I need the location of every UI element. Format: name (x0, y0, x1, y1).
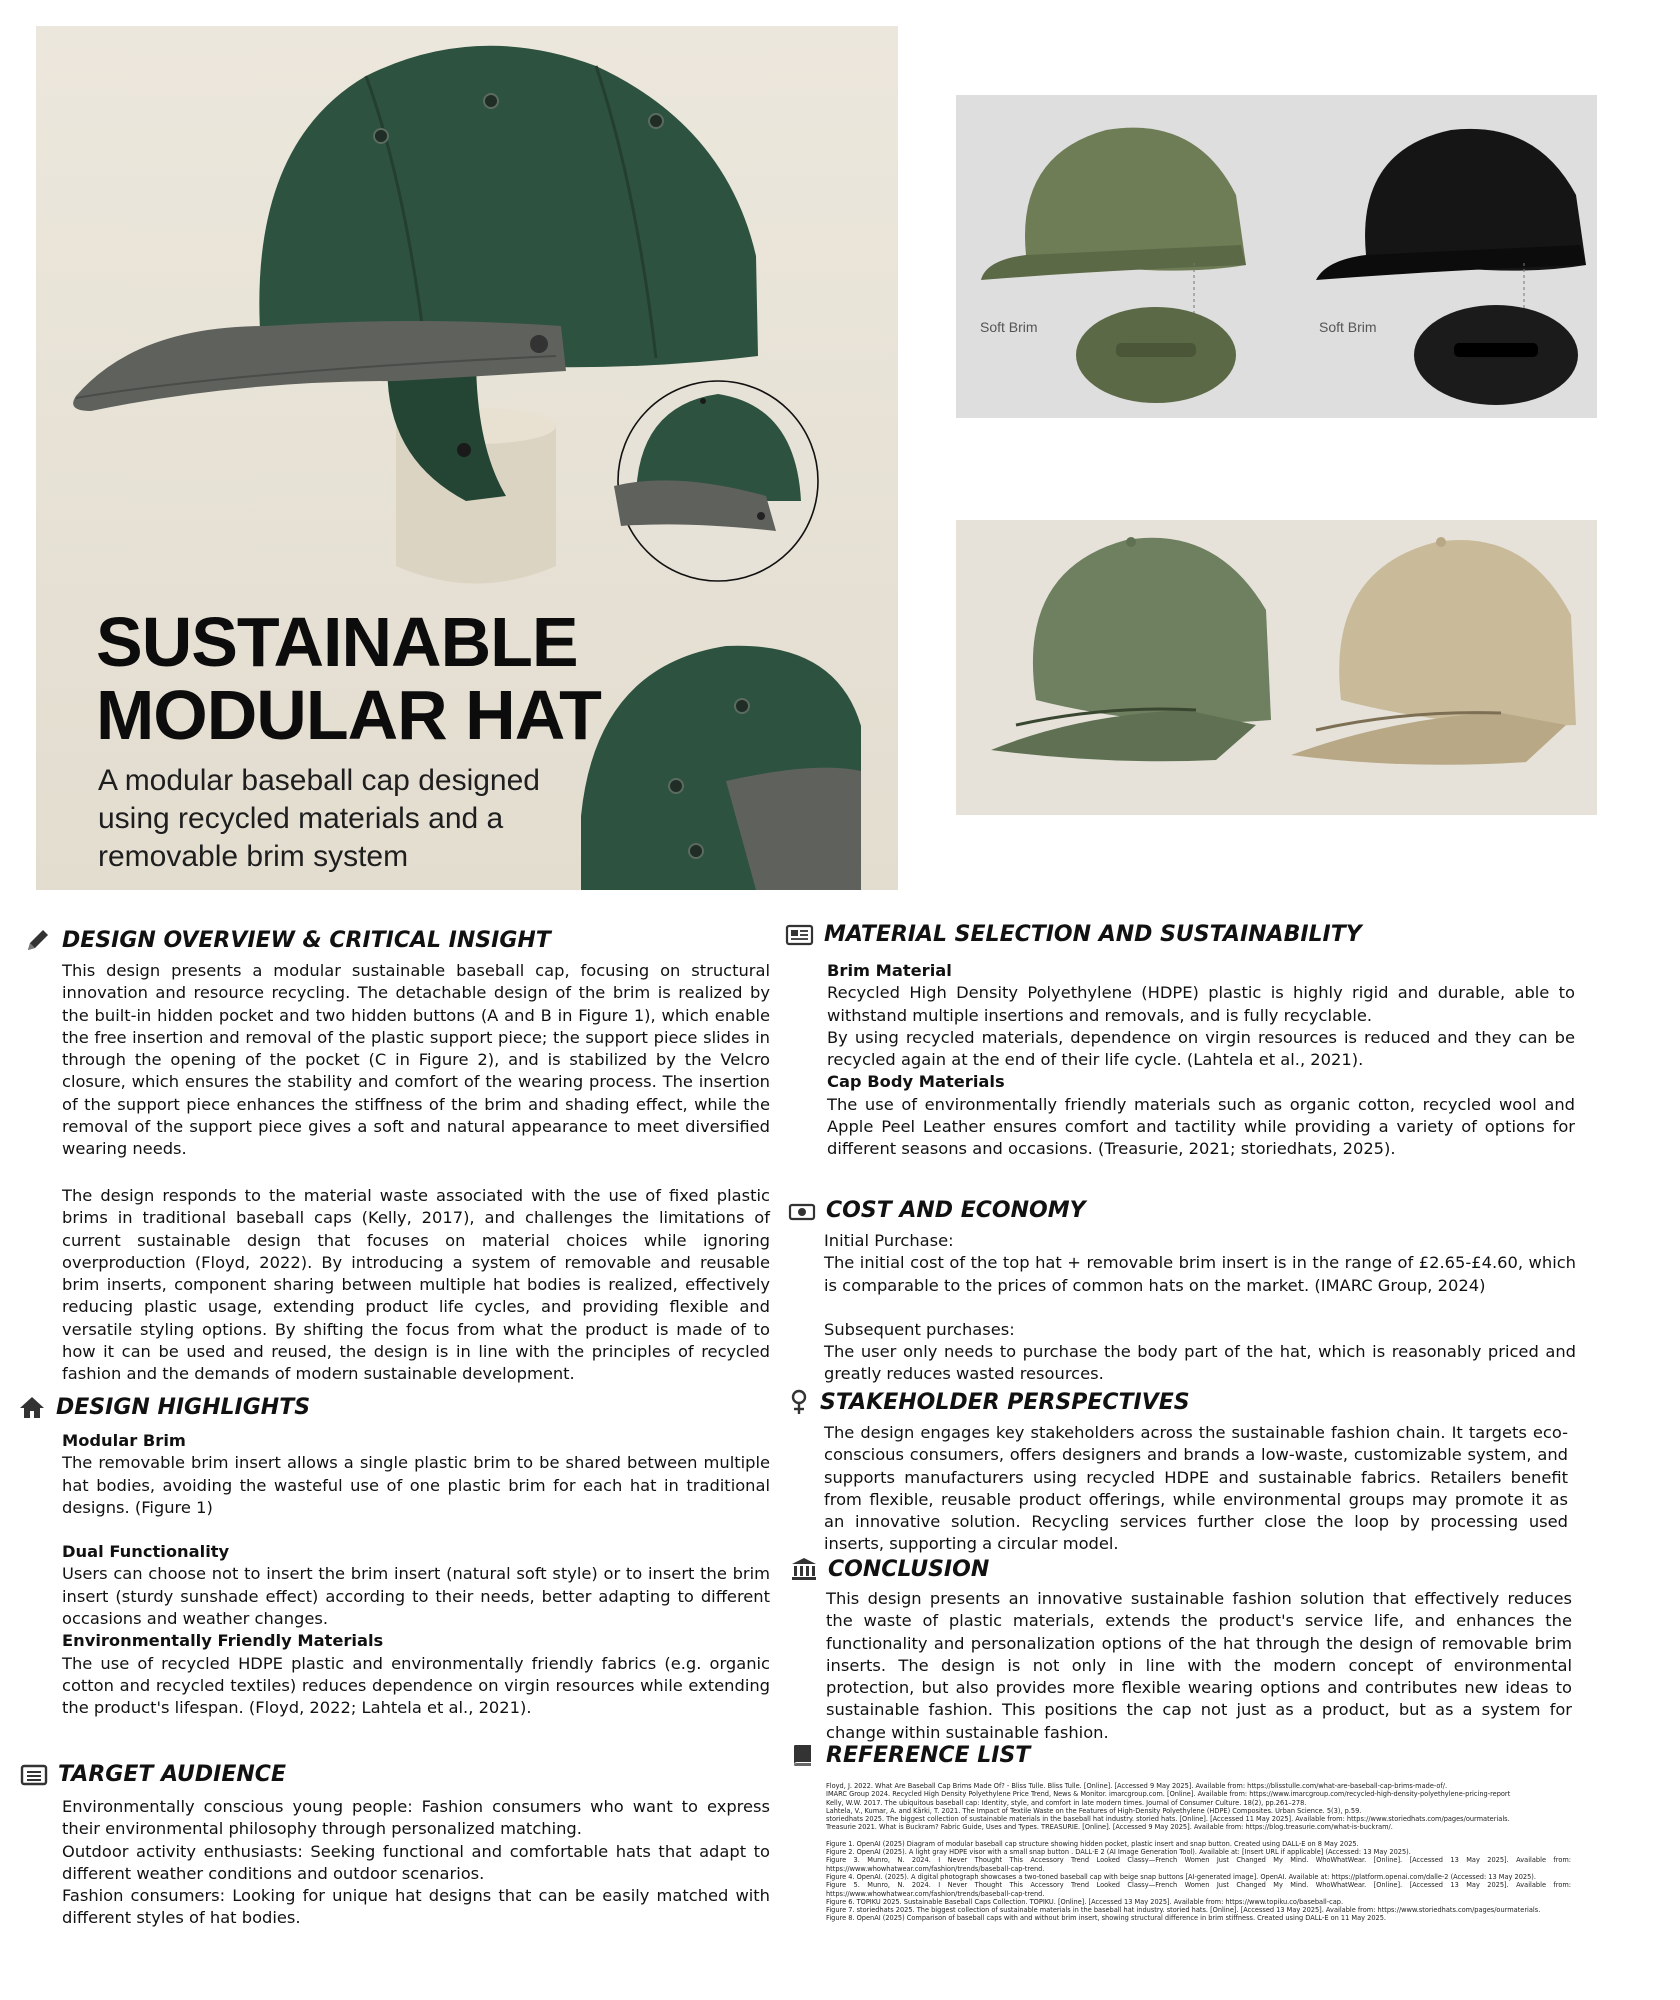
stakeholder-heading (788, 1388, 1588, 1416)
material-title: MATERIAL SELECTION AND SUSTAINABILITY (824, 922, 1362, 947)
stakeholder-section (788, 1388, 1588, 1416)
stakeholder-title: STAKEHOLDER PERSPECTIVES (820, 1389, 1190, 1415)
design-highlights-heading (18, 1394, 768, 1420)
reference-item: Figure 7. storiedhats 2025. The biggest collection of sustainable materials in the baseball hat industry. storied hats. [Online]. [Accessed 13 May 2025]. Available from: https://www.storiedhats.com/pages/ourmaterials. (826, 1906, 1541, 1915)
soft-brim-illustration (956, 95, 1597, 418)
references-section (790, 1742, 1590, 1768)
brim-insert-illustration (956, 520, 1597, 815)
reference-item: Figure 1. OpenAI (2025) Diagram of modular baseball cap structure showing hidden pocket, plastic insert and snap button. Created using DALL-E on 8 May 2025. (826, 1839, 1359, 1848)
subsequent-purchase-label: Subsequent purchases: (824, 1319, 1015, 1339)
target-audience-heading (20, 1762, 770, 1787)
conclusion-section (790, 1556, 1590, 1582)
brim-insert-photo (956, 520, 1597, 815)
target-audience-text: Environmentally conscious young people: Fashion consumers who want to express their environmental philosophy through personalized matching. Outdoor activity enthusiasts: Seeking functional and comfortable hats that adapt to different weather conditions and outdoor scenarios. Fashion consumers: Looking for unique hat designs that can be easily matched with different styles of hat bodies. (62, 1797, 770, 1928)
reference-item: Floyd, J. 2022. What Are Baseball Cap Brims Made Of? - Bliss Tulle. Bliss Tulle. [Online]. [Accessed 9 May 2025]. Available from: https://blisstulle.com/what-are-baseball-cap-brims-made-of/. (826, 1782, 1448, 1790)
cost-heading (788, 1198, 1588, 1223)
reference-item: Figure 4. OpenAI. (2025). A digital photograph showcases a two-toned baseball cap with beige snap buttons [AI-generated image]. OpenAI. Available at: https://platform.openai.com/dalle-2 (Accessed: 13 May 2025). (826, 1872, 1536, 1881)
pencil-icon (24, 926, 52, 954)
reference-item: Figure 5. Munro, N. 2024. I Never Thought This Accessory Trend Looked Classy—French Women Just Changed My Mind. WhoWhatWear. [Online]. [Accessed 13 May 2025]. Available from: https://www.whowhatwear.com/fashion/trends/baseball-cap-trend. (826, 1881, 1571, 1898)
dual-functionality-subheading: Dual Functionality (62, 1542, 230, 1562)
reference-item: storiedhats 2025. The biggest collection of sustainable materials in the baseball hat industry. storied hats. [Online]. [Accessed 11 May 2025]. Available from: https://www.storiedhats.com/pages/ourmaterials. (826, 1815, 1510, 1824)
brim-material-subheading: Brim Material (827, 961, 952, 980)
stakeholder-text: The design engages key stakeholders across the sustainable fashion chain. It targets eco-conscious consumers, offers designers and brands a low-waste, customizable system, and supports manufacturers using recycled HDPE and sustainable fabrics. Retailers benefit from flexible, reusable product offerings, while environmental groups may promote it as an innovative solution. Recycling services further close the loop by processing used inserts, supporting a circular model. (824, 1423, 1568, 1554)
initial-purchase-text: The initial cost of the top hat + removable brim insert is in the range of £2.65-£4.60, which is comparable to the prices of common hats on the market. (IMARC Group, 2024) (824, 1253, 1576, 1295)
design-overview-section (24, 926, 774, 954)
reference-item: Figure 2. OpenAI (2025). A light gray HDPE visor with a small snap button . DALL·E 2 (AI Image Generation Tool). Available at: [Insert URL if applicable] (Accessed: 13 May 2025). (826, 1848, 1411, 1857)
soft-brim-photo (956, 95, 1597, 418)
material-section (784, 922, 1584, 947)
design-overview-paragraph-1: This design presents a modular sustainable baseball cap, focusing on structural innovation and resource recycling. The detachable design of the brim is realized by the built-in hidden pocket and two hidden buttons (A and B in Figure 1), which enable the free insertion and removal of the plastic support piece; the support piece slides in through the opening of the pocket (C in Figure 2), and is stabilized by the Velcro closure, which ensures the stability and comfort of the wearing process. The insertion of the support piece enhances the stiffness of the brim and shading effect, while the removal of the support piece gives a soft and natural appearance to meet diversified wearing needs. (62, 961, 770, 1159)
newspaper-icon (784, 923, 814, 947)
cost-body (824, 1230, 1576, 1386)
hero-cap-illustration (36, 26, 898, 890)
references-heading (790, 1742, 1590, 1768)
material-body (827, 960, 1575, 1161)
reference-item: Lahtela, V., Kumar, A. and Kärki, T. 2021. The Impact of Textile Waste on the Features of High-Density Polyethylene (HDPE) Composites. Urban Science. 5(3), p.59. (826, 1806, 1362, 1815)
design-overview-title: DESIGN OVERVIEW & CRITICAL INSIGHT (62, 927, 551, 953)
reference-item: IMARC Group 2024. Recycled High Density Polyethylene Price Trend, News & Monitor. imarcgroup.com. [Online]. Available from: https://www.imarcgroup.com/recycled-high-density-polyethylene-pricing-report (826, 1790, 1511, 1799)
modular-brim-subheading: Modular Brim (62, 1431, 186, 1450)
modular-brim-text: The removable brim insert allows a single plastic brim to be shared between multiple hat bodies, avoiding the wasteful use of one plastic brim for each hat in traditional designs. (Figure 1) (62, 1453, 770, 1517)
cap-body-subheading: Cap Body Materials (827, 1072, 1005, 1092)
bank-icon (790, 1556, 818, 1582)
target-audience-section (20, 1762, 770, 1787)
reference-item: Figure 8. OpenAI (2025) Comparison of baseball caps with and without brim insert, showing structural difference in brim stiffness. Created using DALL-E on 11 May 2025. (826, 1914, 1387, 1923)
conclusion-text: This design presents an innovative sustainable fashion solution that effectively reduces the waste of plastic materials, extends the product's service life, and enhances the functionality and personalization options of the hat through the design of removable brim inserts. The design is not only in line with the modern concept of environmental protection, but also provides more flexible wearing options and contributes new ideas to sustainable fashion. This positions the cap not just as a product, but as a system for change within sustainable fashion. (826, 1589, 1572, 1742)
eco-materials-text: The use of recycled HDPE plastic and environmentally friendly fabrics (e.g. organic cotton and recycled textiles) reduces dependence on virgin resources while extending the product's lifespan. (Floyd, 2022; Lahtela et al., 2021). (62, 1653, 770, 1718)
design-highlights-body (62, 1430, 770, 1720)
reference-item (826, 1832, 1571, 1840)
cost-section (788, 1198, 1588, 1223)
cost-title: COST AND ECONOMY (826, 1198, 1086, 1223)
female-symbol-icon (788, 1388, 810, 1416)
material-heading (784, 922, 1584, 947)
initial-purchase-label: Initial Purchase: (824, 1231, 954, 1250)
hero-title: SUSTAINABLE MODULAR HAT (96, 603, 601, 754)
book-icon (790, 1742, 816, 1768)
dual-functionality-text: Users can choose not to insert the brim insert (natural soft style) or to insert the brim insert (sturdy sunshade effect) according to their needs, better adapting to different occasions and weather changes. (62, 1564, 770, 1629)
soft-brim-label-right: Soft Brim (1319, 319, 1377, 335)
home-icon (18, 1394, 46, 1420)
reference-item: Figure 3. Munro, N. 2024. I Never Thought This Accessory Trend Looked Classy—French Women Just Changed My Mind. WhoWhatWear. [Online]. [Accessed 13 May 2025]. Available from: https://www.whowhatwear.com/fashion/trends/baseball-cap-trend. (826, 1856, 1571, 1873)
money-icon (788, 1200, 816, 1222)
design-overview-heading (24, 926, 774, 954)
design-highlights-title: DESIGN HIGHLIGHTS (56, 1394, 311, 1420)
conclusion-heading (790, 1556, 1590, 1582)
reference-list (826, 1782, 1571, 1923)
references-title: REFERENCE LIST (826, 1742, 1031, 1768)
reference-item: Treasurie 2021. What is Buckram? Fabric Guide, Uses and Types. TREASURIE. [Online]. [Accessed 9 May 2025]. Available from: https://blog.treasurie.com/what-is-buckram/. (826, 1823, 1393, 1832)
target-audience-title: TARGET AUDIENCE (58, 1762, 286, 1787)
brim-material-text: Recycled High Density Polyethylene (HDPE) plastic is highly rigid and durable, able to withstand multiple insertions and removals, and is fully recyclable. By using recycled materials, dependence on virgin resources is reduced and they can be recycled again at the end of their life cycle. (Lahtela et al., 2021). (827, 983, 1575, 1070)
hero-panel (36, 26, 898, 890)
reference-item: Figure 6. TOPIKU 2025. Sustainable Baseball Caps Collection. TOPIKU. [Online]. [Accessed 13 May 2025]. Available from: https://www.topiku.co/baseball-cap. (826, 1897, 1344, 1906)
eco-materials-subheading: Environmentally Friendly Materials (62, 1631, 384, 1651)
list-icon (20, 1763, 48, 1787)
design-overview-paragraph-2: The design responds to the material waste associated with the use of fixed plastic brims in traditional baseball caps (Kelly, 2017), and challenges the limitations of current sustainable design that focuses on material choices while ignoring overproduction (Floyd, 2022). By introducing a system of removable and reusable brim inserts, component sharing between multiple hat bodies is realized, effectively reducing plastic usage, extending product life cycles, and providing flexible and versatile styling options. By shifting the focus from what the product is made of to how it can be used and reused, the design is in line with the principles of recycled fashion and the demands of modern sustainable development. (62, 1186, 770, 1384)
soft-brim-label-left: Soft Brim (980, 319, 1038, 335)
subsequent-purchase-text: The user only needs to purchase the body part of the hat, which is reasonably priced and greatly reduces wasted resources. (824, 1342, 1576, 1384)
reference-item: Kelly, W.W. 2017. The ubiquitous baseball cap: Identity, style, and comfort in late modern times. Journal of Consumer Culture. 18(2), pp.261–278. (826, 1798, 1307, 1807)
conclusion-title: CONCLUSION (828, 1556, 990, 1582)
design-highlights-section (18, 1394, 768, 1420)
hero-subtitle: A modular baseball cap designed using recycled materials and a removable brim system (98, 764, 540, 873)
cap-body-text: The use of environmentally friendly materials such as organic cotton, recycled wool and Apple Peel Leather ensures comfort and tactility while providing a variety of options for different seasons and occasions. (Treasurie, 2021; storiedhats, 2025). (827, 1094, 1575, 1159)
